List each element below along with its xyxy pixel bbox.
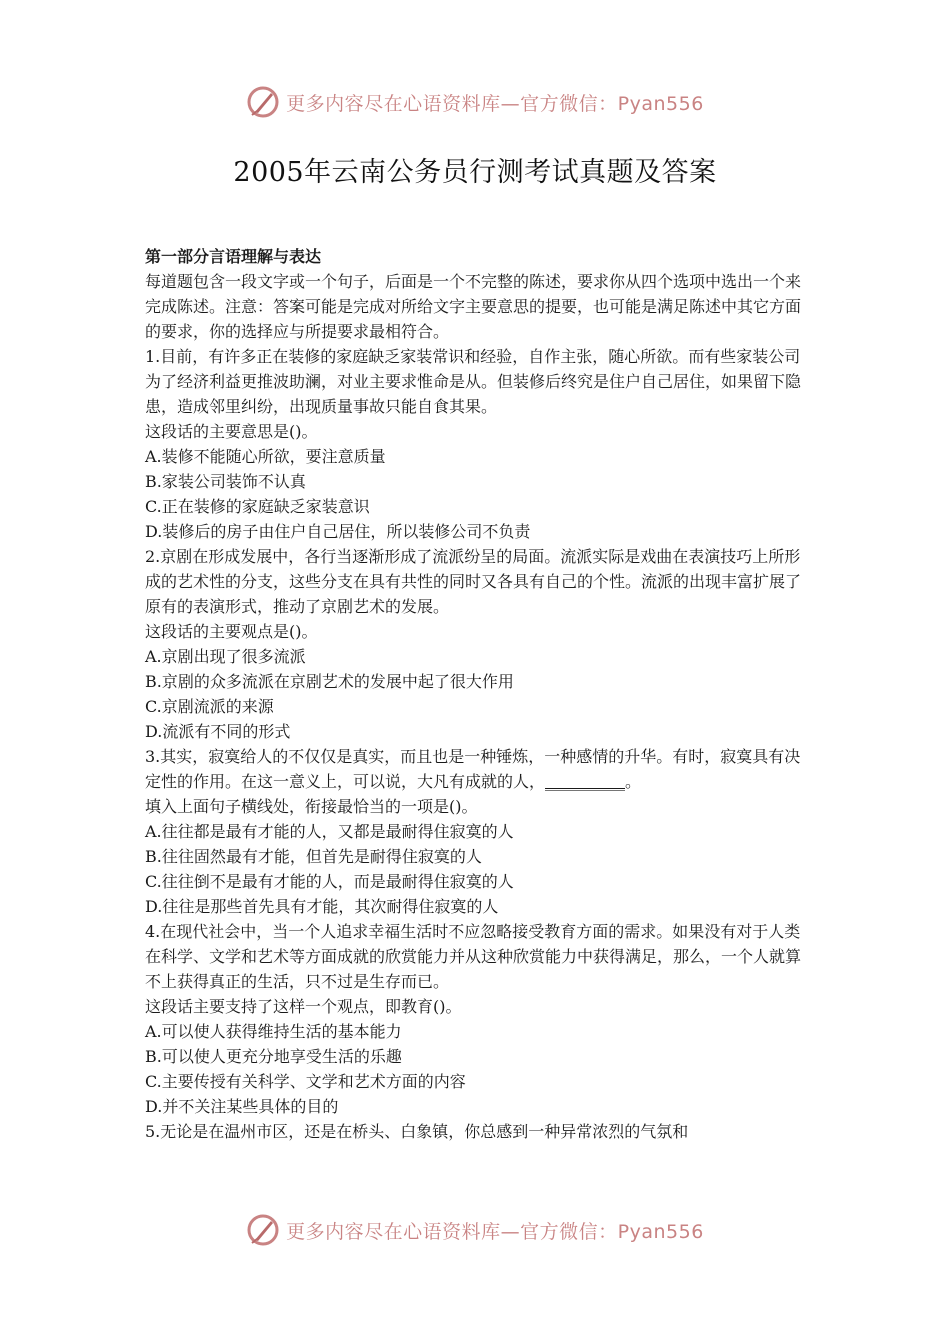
question-2-option-a: A.京剧出现了很多流派 xyxy=(145,647,306,666)
question-1-option-b: B.家装公司装饰不认真 xyxy=(145,472,306,491)
question-3-option-d: D.往往是那些首先具有才能，其次耐得住寂寞的人 xyxy=(145,897,499,916)
question-3-end: 。 xyxy=(625,772,642,791)
question-1-option-a: A.装修不能随心所欲，要注意质量 xyxy=(145,447,386,466)
question-2-prompt: 这段话的主要观点是()。 xyxy=(145,622,318,641)
question-1-option-c: C.正在装修的家庭缺乏家装意识 xyxy=(145,497,370,516)
question-4-option-b: B.可以使人更充分地享受生活的乐趣 xyxy=(145,1047,402,1066)
question-2-option-d: D.流派有不同的形式 xyxy=(145,722,291,741)
question-4-stem: 4.在现代社会中，当一个人追求幸福生活时不应忽略接受教育方面的需求。如果没有对于人类在科学、文学和艺术等方面成就的欣赏能力并从这种欣赏能力中获得满足，那么，一个人就算不上获得真正的生活，只不过是生存而已。 xyxy=(145,922,802,991)
watermark-text: 更多内容尽在心语资料库—官方微信：Pyan556 xyxy=(286,92,704,115)
question-2-stem: 2.京剧在形成发展中，各行当逐渐形成了流派纷呈的局面。流派实际是戏曲在表演技巧上所形成的艺术性的分支，这些分支在具有共性的同时又各具有自己的个性。流派的出现丰富扩展了原有的表演形式，推动了京剧艺术的发展。 xyxy=(145,547,802,616)
question-1-option-d: D.装修后的房子由住户自己居住，所以装修公司不负责 xyxy=(145,522,531,541)
question-3-text: 3.其实，寂寞给人的不仅仅是真实，而且也是一种锤炼，一种感情的升华。有时，寂寞具有决定性的作用。在这一意义上，可以说，大凡有成就的人， xyxy=(145,747,801,791)
watermark-text: 更多内容尽在心语资料库—官方微信：Pyan556 xyxy=(286,1220,704,1243)
watermark-banner-top xyxy=(0,82,950,122)
instructions-paragraph: 每道题包含一段文字或一个句子，后面是一个不完整的陈述，要求你从四个选项中选出一个来完成陈述。注意：答案可能是完成对所给文字主要意思的提要，也可能是满足陈述中其它方面的要求，你的选择应与所提要求最相符合。 xyxy=(145,272,802,341)
question-5-stem: 5.无论是在温州市区，还是在桥头、白象镇，你总感到一种异常浓烈的气氛和 xyxy=(145,1122,689,1141)
question-4-prompt: 这段话主要支持了这样一个观点，即教育()。 xyxy=(145,997,462,1016)
question-1-prompt: 这段话的主要意思是()。 xyxy=(145,422,318,441)
question-2-option-c: C.京剧流派的来源 xyxy=(145,697,274,716)
question-4-option-d: D.并不关注某些具体的目的 xyxy=(145,1097,339,1116)
question-3-stem xyxy=(145,744,810,794)
quill-logo-icon xyxy=(246,1213,280,1247)
watermark-banner-bottom xyxy=(0,1210,950,1250)
question-2-option-b: B.京剧的众多流派在京剧艺术的发展中起了很大作用 xyxy=(145,672,514,691)
question-3-option-a: A.往往都是最有才能的人，又都是最耐得住寂寞的人 xyxy=(145,822,514,841)
question-3-prompt: 填入上面句子横线处，衔接最恰当的一项是()。 xyxy=(145,797,478,816)
document-body xyxy=(145,244,810,1144)
question-1-stem: 1.目前，有许多正在装修的家庭缺乏家装常识和经验，自作主张，随心所欲。而有些家装公司为了经济利益更推波助澜，对业主要求惟命是从。但装修后终究是住户自己居住，如果留下隐患，造成邻里纠纷，出现质量事故只能自食其果。 xyxy=(145,347,802,416)
question-3-option-c: C.往往倒不是最有才能的人，而是最耐得住寂寞的人 xyxy=(145,872,514,891)
quill-logo-icon xyxy=(246,85,280,119)
question-4-option-c: C.主要传授有关科学、文学和艺术方面的内容 xyxy=(145,1072,466,1091)
section-heading: 第一部分言语理解与表达 xyxy=(145,247,322,266)
document-title: 2005年云南公务员行测考试真题及答案 xyxy=(233,157,717,188)
question-3-blank: __________ xyxy=(545,772,626,791)
question-4-option-a: A.可以使人获得维持生活的基本能力 xyxy=(145,1022,402,1041)
question-3-option-b: B.往往固然最有才能，但首先是耐得住寂寞的人 xyxy=(145,847,482,866)
